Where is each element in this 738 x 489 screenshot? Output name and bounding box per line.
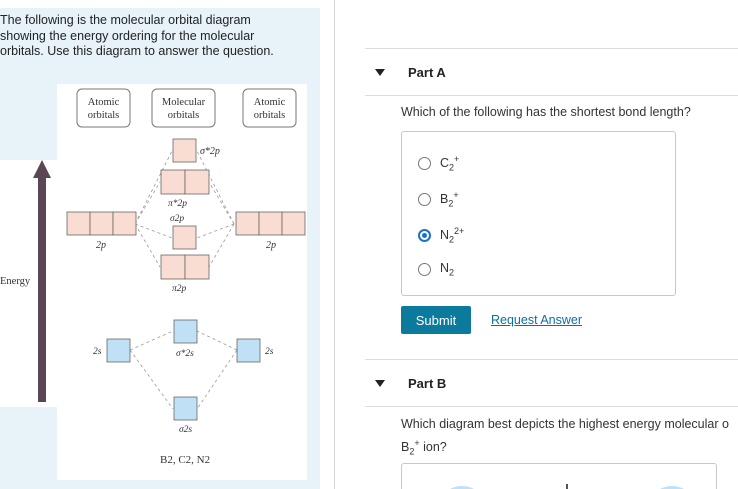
caret-down-icon [375,69,385,76]
label-sigma-2s: σ2s [179,425,193,435]
option-n2-2plus[interactable] [418,226,464,245]
radio-button[interactable] [418,157,431,170]
header-mid-1: Molecular [161,97,206,108]
label-sigma-star-2p: σ*2p [200,146,220,157]
left-2p-orbitals [67,212,136,235]
diagram-caption: B2, C2, N2 [160,454,211,466]
part-b-axis-mark [566,484,568,489]
label-2p-right: 2p [266,240,276,251]
part-a-header[interactable] [365,48,738,96]
intro-line-1: The following is the molecular orbital diagram [0,13,251,27]
option-label: $C_2^+$ [440,154,460,173]
header-left-1: Atomic [87,97,120,108]
pi-star-2p-orbitals [161,170,209,194]
radio-button[interactable] [418,193,431,206]
part-b-diagram-options [401,463,717,489]
panel-divider [334,0,335,489]
option-n2[interactable] [418,261,454,278]
radio-button-selected[interactable] [418,229,431,242]
answer-options [401,131,676,296]
label-sigma-star-2s: σ*2s [176,349,194,359]
label-2p-left: 2p [96,240,106,251]
part-a-title: Part A [408,64,446,80]
label-pi-2p: π2p [172,284,187,294]
option-c2-plus[interactable] [418,154,459,173]
mo-diagram-figure [0,0,334,489]
left-2s-orbital [107,339,130,362]
option-label: $N_2^{2+}$ [440,226,465,245]
header-mid-2: orbitals [167,110,200,121]
intro-line-3: orbitals. Use this diagram to answer the question. [0,44,274,58]
part-b-question-line1: Which diagram best depicts the highest energy molecular o [401,417,729,431]
label-pi-star-2p: π*2p [168,199,188,209]
intro-line-2: showing the energy ordering for the molecular [0,28,255,43]
right-2s-orbital [237,339,260,362]
sigma-star-2p-orbital [173,139,196,162]
caret-down-icon [375,380,385,387]
radio-button[interactable] [418,263,431,276]
part-b-title: Part B [408,375,447,391]
label-sigma-2p: σ2p [170,214,185,224]
part-b-question: Which diagram best depicts the highest energy molecular o $B_2^+$ ion? [401,417,729,457]
option-label: $B_2^+$ [440,190,459,209]
option-label: $N_2$ [440,261,455,278]
header-left-2: orbitals [87,110,120,121]
sigma-star-2s-orbital [174,320,197,343]
pi-2p-orbitals [161,255,209,279]
right-2p-orbitals [236,212,305,235]
part-b-header[interactable] [365,359,738,407]
label-2s-left: 2s [93,347,102,357]
request-answer-link[interactable]: Request Answer [491,313,583,327]
label-2s-right: 2s [265,347,274,357]
submit-button[interactable]: Submit [401,306,471,334]
header-right-1: Atomic [253,97,286,108]
option-b2-plus[interactable] [418,190,459,209]
header-right-2: orbitals [253,110,286,121]
energy-arrow-shaft [38,176,46,402]
sigma-2s-orbital [174,397,197,420]
sigma-2p-orbital [173,226,196,249]
part-a-question: Which of the following has the shortest bond length? [401,105,691,119]
energy-label: Energy [0,276,31,287]
